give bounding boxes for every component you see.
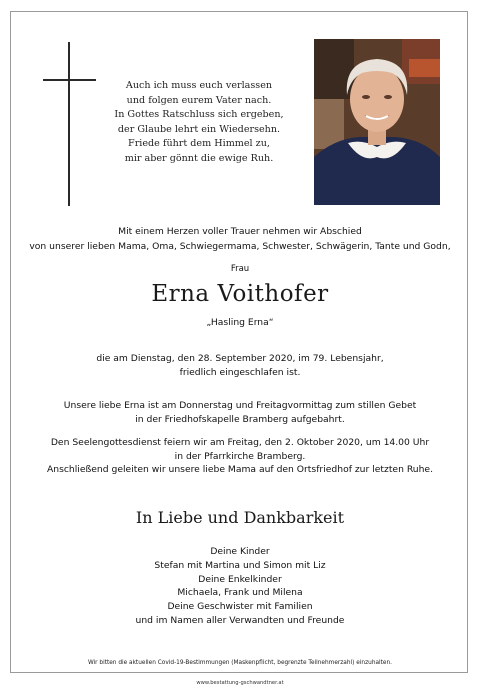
cross-icon [68,42,70,206]
service-line: in der Pfarrkirche Bramberg. [174,450,306,462]
intro-line: Mit einem Herzen voller Trauer nehmen wir Abschied [118,226,362,237]
poem-line: mir aber gönnt die ewige Ruh. [124,152,274,164]
service-line: Den Seelengottesdienst feiern wir am Freitag, den 2. Oktober 2020, um 14.00 Uhr [50,437,430,448]
poem-line: und folgen eurem Vater nach. [126,94,272,106]
poem-line: Friede führt dem Himmel zu, [128,138,270,150]
siblings-line: Deine Geschwister mit Familien [167,601,313,613]
death-line: friedlich eingeschlafen ist. [179,366,301,378]
intro-line: von unserer lieben Mama, Oma, Schwiegermama, Schwester, Schwägerin, Tante und Godn, [29,241,451,252]
wake-notice [0,399,480,426]
service-line: Anschließend geleiten wir unsere liebe Mama auf den Ortsfriedhof zur letzten Ruhe. [46,464,434,476]
wake-line: Unsere liebe Erna ist am Donnerstag und Freitagvormittag zum stillen Gebet [63,400,417,411]
poem-line: der Glaube lehrt ein Wiedersehn. [117,123,281,135]
website-link[interactable]: www.bestattung-gschwandtner.at [196,680,284,686]
poem [104,79,294,167]
poem-line: In Gottes Ratschluss sich ergeben, [114,109,284,121]
children-label: Deine Kinder [210,546,270,557]
deceased-nickname: „Hasling Erna“ [206,317,274,328]
poem-line: Auch ich muss euch verlassen [125,80,273,91]
service-notice [0,436,480,477]
children-names: Stefan mit Martina und Simon mit Liz [154,559,326,571]
grandchildren-names: Michaela, Frank und Milena [177,587,303,599]
deceased-name: Erna Voithofer [151,281,329,307]
family-list [0,545,480,628]
grandchildren-label: Deine Enkelkinder [198,573,282,585]
death-notice [0,352,480,379]
portrait-photo [314,39,440,205]
death-line: die am Dienstag, den 28. September 2020, im 79. Lebensjahr, [96,353,384,364]
name-prefix: Frau [230,264,250,274]
relatives-line: und im Namen aller Verwandten und Freunde [135,614,345,626]
cross-icon-bar [43,79,96,81]
closing-phrase: In Liebe und Dankbarkeit [135,508,345,527]
wake-line: in der Friedhofskapelle Bramberg aufgebahrt. [135,413,345,425]
intro-text [0,224,480,254]
covid-notice: Wir bitten die aktuellen Covid-19-Bestimmungen (Maskenpflicht, begrenzte Teilnehmerzahl) einzuhalten. [87,660,393,666]
